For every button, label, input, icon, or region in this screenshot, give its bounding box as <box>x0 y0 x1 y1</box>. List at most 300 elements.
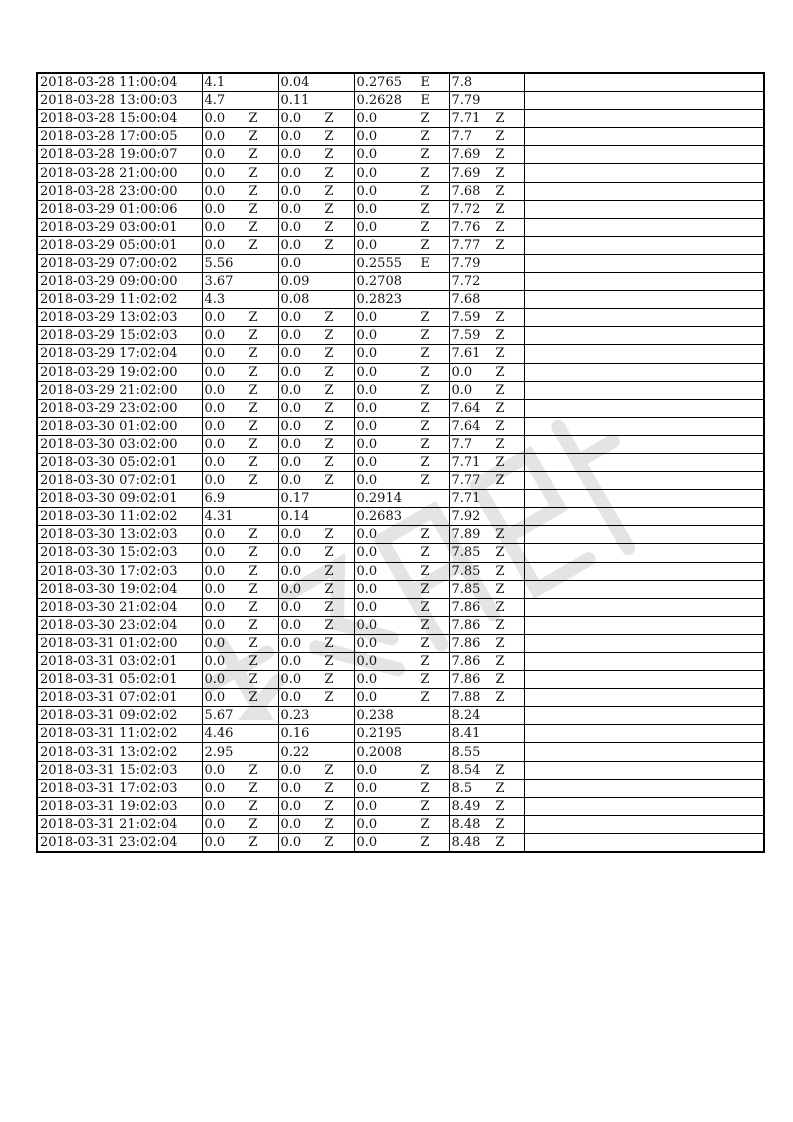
value-cell: 0.0 <box>280 255 302 271</box>
value-cell: 6.9 <box>204 491 226 507</box>
timestamp-cell: 2018-03-29 21:02:00 <box>40 382 178 398</box>
value-cell: 7.77 <box>451 473 481 489</box>
table-row <box>37 815 764 833</box>
value-cell: 0.09 <box>280 274 310 290</box>
value-cell: 7.76 <box>451 219 481 235</box>
value-cell: 0.0 <box>280 147 302 163</box>
flag-cell: Z <box>420 436 430 452</box>
value-cell: 7.59 <box>451 310 481 326</box>
empty-cell <box>524 707 764 725</box>
empty-cell <box>524 508 764 526</box>
value-cell: 0.16 <box>280 726 310 742</box>
flag-cell: Z <box>324 436 334 452</box>
flag-cell: Z <box>420 816 430 832</box>
value-cell: 0.0 <box>356 111 378 127</box>
value-cell: 0.0 <box>356 382 378 398</box>
flag-cell: Z <box>495 219 505 235</box>
value-cell: 0.0 <box>356 219 378 235</box>
empty-cell <box>524 345 764 363</box>
timestamp-cell: 2018-03-31 11:02:02 <box>40 726 178 742</box>
empty-cell <box>524 544 764 562</box>
value-cell: 0.0 <box>204 129 226 145</box>
flag-cell: Z <box>495 635 505 651</box>
timestamp-cell: 2018-03-29 13:02:03 <box>40 310 178 326</box>
table-row <box>37 92 764 110</box>
flag-cell: Z <box>248 690 258 706</box>
timestamp-cell: 2018-03-31 09:02:02 <box>40 708 178 724</box>
flag-cell: Z <box>248 455 258 471</box>
value-cell: 7.69 <box>451 147 481 163</box>
value-cell: 0.0 <box>280 527 302 543</box>
value-cell: 0.2765 <box>356 75 402 91</box>
value-cell: 0.0 <box>356 527 378 543</box>
flag-cell: Z <box>324 400 334 416</box>
flag-cell: Z <box>324 545 334 561</box>
flag-cell: Z <box>420 527 430 543</box>
value-cell: 0.2008 <box>356 744 402 760</box>
flag-cell: Z <box>248 436 258 452</box>
flag-cell: Z <box>324 690 334 706</box>
value-cell: 8.41 <box>451 726 481 742</box>
value-cell: 7.77 <box>451 237 481 253</box>
value-cell: 0.0 <box>280 834 302 850</box>
flag-cell: Z <box>248 473 258 489</box>
flag-cell: Z <box>495 654 505 670</box>
value-cell: 0.0 <box>280 237 302 253</box>
flag-cell: Z <box>324 165 334 181</box>
flag-cell: Z <box>324 364 334 380</box>
empty-cell <box>524 472 764 490</box>
value-cell: 7.92 <box>451 509 481 525</box>
table-row <box>37 200 764 218</box>
value-cell: 0.0 <box>204 834 226 850</box>
table-row <box>37 182 764 200</box>
flag-cell: Z <box>495 455 505 471</box>
table-row <box>37 634 764 652</box>
flag-cell: Z <box>324 654 334 670</box>
value-cell: 7.71 <box>451 455 481 471</box>
empty-cell <box>524 164 764 182</box>
flag-cell: Z <box>420 328 430 344</box>
flag-cell: Z <box>248 545 258 561</box>
value-cell: 0.0 <box>356 436 378 452</box>
table-row <box>37 526 764 544</box>
table-row <box>37 327 764 345</box>
empty-cell <box>524 218 764 236</box>
value-cell: 0.0 <box>280 129 302 145</box>
timestamp-cell: 2018-03-28 15:00:04 <box>40 111 178 127</box>
flag-cell: Z <box>495 545 505 561</box>
flag-cell: Z <box>324 346 334 362</box>
value-cell: 0.0 <box>204 635 226 651</box>
table-row <box>37 236 764 254</box>
value-cell: 0.0 <box>356 418 378 434</box>
value-cell: 0.0 <box>204 780 226 796</box>
flag-cell: Z <box>248 201 258 217</box>
flag-cell: Z <box>420 455 430 471</box>
timestamp-cell: 2018-03-29 19:02:00 <box>40 364 178 380</box>
flag-cell: E <box>420 75 430 91</box>
flag-cell: Z <box>495 527 505 543</box>
value-cell: 7.8 <box>451 75 473 91</box>
flag-cell: Z <box>420 111 430 127</box>
flag-cell: Z <box>324 129 334 145</box>
table-row <box>37 273 764 291</box>
flag-cell: Z <box>248 129 258 145</box>
value-cell: 8.5 <box>451 780 473 796</box>
flag-cell: Z <box>495 328 505 344</box>
timestamp-cell: 2018-03-29 07:00:02 <box>40 255 178 271</box>
empty-cell <box>524 815 764 833</box>
flag-cell: Z <box>420 346 430 362</box>
timestamp-cell: 2018-03-30 17:02:03 <box>40 563 178 579</box>
table-row <box>37 797 764 815</box>
value-cell: 0.0 <box>280 328 302 344</box>
empty-cell <box>524 363 764 381</box>
value-cell: 2.95 <box>204 744 234 760</box>
timestamp-cell: 2018-03-31 07:02:01 <box>40 690 178 706</box>
timestamp-cell: 2018-03-29 15:02:03 <box>40 328 178 344</box>
flag-cell: Z <box>324 382 334 398</box>
empty-cell <box>524 797 764 815</box>
timestamp-cell: 2018-03-29 09:00:00 <box>40 274 178 290</box>
table-row <box>37 345 764 363</box>
value-cell: 0.0 <box>356 237 378 253</box>
empty-cell <box>524 761 764 779</box>
timestamp-cell: 2018-03-30 07:02:01 <box>40 473 178 489</box>
data-table <box>36 72 765 853</box>
value-cell: 0.0 <box>356 400 378 416</box>
empty-cell <box>524 490 764 508</box>
table-row <box>37 689 764 707</box>
empty-cell <box>524 73 764 92</box>
flag-cell: Z <box>324 418 334 434</box>
value-cell: 8.48 <box>451 834 481 850</box>
flag-cell: Z <box>420 563 430 579</box>
value-cell: 7.7 <box>451 129 473 145</box>
table-row <box>37 363 764 381</box>
table-row <box>37 833 764 852</box>
table-row <box>37 381 764 399</box>
value-cell: 0.0 <box>280 364 302 380</box>
empty-cell <box>524 273 764 291</box>
value-cell: 0.0 <box>280 382 302 398</box>
value-cell: 0.0 <box>204 816 226 832</box>
flag-cell: Z <box>495 346 505 362</box>
flag-cell: Z <box>248 400 258 416</box>
value-cell: 0.0 <box>356 310 378 326</box>
value-cell: 0.0 <box>280 617 302 633</box>
timestamp-cell: 2018-03-31 23:02:04 <box>40 834 178 850</box>
flag-cell: Z <box>495 400 505 416</box>
flag-cell: Z <box>495 382 505 398</box>
value-cell: 0.0 <box>204 328 226 344</box>
flag-cell: Z <box>495 672 505 688</box>
timestamp-cell: 2018-03-31 21:02:04 <box>40 816 178 832</box>
timestamp-cell: 2018-03-28 13:00:03 <box>40 93 178 109</box>
value-cell: 4.7 <box>204 93 226 109</box>
value-cell: 0.0 <box>280 563 302 579</box>
timestamp-cell: 2018-03-31 01:02:00 <box>40 635 178 651</box>
value-cell: 0.0 <box>280 455 302 471</box>
value-cell: 7.71 <box>451 491 481 507</box>
timestamp-cell: 2018-03-30 05:02:01 <box>40 455 178 471</box>
table-row <box>37 128 764 146</box>
value-cell: 0.0 <box>204 201 226 217</box>
value-cell: 4.46 <box>204 726 234 742</box>
value-cell: 0.0 <box>451 382 473 398</box>
value-cell: 0.2628 <box>356 93 402 109</box>
value-cell: 0.04 <box>280 75 310 91</box>
flag-cell: Z <box>420 310 430 326</box>
value-cell: 0.0 <box>204 762 226 778</box>
timestamp-cell: 2018-03-29 17:02:04 <box>40 346 178 362</box>
value-cell: 0.0 <box>204 382 226 398</box>
table-row <box>37 73 764 92</box>
flag-cell: Z <box>420 382 430 398</box>
value-cell: 7.7 <box>451 436 473 452</box>
value-cell: 0.0 <box>280 635 302 651</box>
value-cell: 7.59 <box>451 328 481 344</box>
flag-cell: Z <box>420 762 430 778</box>
value-cell: 0.0 <box>280 581 302 597</box>
table-row <box>37 399 764 417</box>
flag-cell: Z <box>324 780 334 796</box>
value-cell: 0.0 <box>204 418 226 434</box>
flag-cell: Z <box>248 418 258 434</box>
flag-cell: Z <box>495 147 505 163</box>
value-cell: 0.0 <box>356 364 378 380</box>
flag-cell: Z <box>495 183 505 199</box>
value-cell: 0.0 <box>204 599 226 615</box>
value-cell: 0.0 <box>204 581 226 597</box>
value-cell: 0.23 <box>280 708 310 724</box>
empty-cell <box>524 580 764 598</box>
flag-cell: Z <box>495 473 505 489</box>
table-row <box>37 291 764 309</box>
value-cell: 0.0 <box>356 455 378 471</box>
flag-cell: Z <box>495 798 505 814</box>
value-cell: 7.86 <box>451 672 481 688</box>
value-cell: 0.0 <box>204 400 226 416</box>
flag-cell: Z <box>248 237 258 253</box>
flag-cell: Z <box>420 635 430 651</box>
timestamp-cell: 2018-03-30 15:02:03 <box>40 545 178 561</box>
value-cell: 0.0 <box>280 201 302 217</box>
flag-cell: Z <box>324 816 334 832</box>
table-row <box>37 779 764 797</box>
value-cell: 7.86 <box>451 635 481 651</box>
flag-cell: Z <box>248 165 258 181</box>
empty-cell <box>524 399 764 417</box>
flag-cell: Z <box>495 111 505 127</box>
value-cell: 0.0 <box>356 183 378 199</box>
empty-cell <box>524 653 764 671</box>
flag-cell: Z <box>248 816 258 832</box>
value-cell: 0.0 <box>356 672 378 688</box>
flag-cell: Z <box>495 617 505 633</box>
table-row <box>37 562 764 580</box>
timestamp-cell: 2018-03-31 03:02:01 <box>40 654 178 670</box>
flag-cell: Z <box>248 654 258 670</box>
value-cell: 7.86 <box>451 617 481 633</box>
value-cell: 0.11 <box>280 93 310 109</box>
table-row <box>37 725 764 743</box>
flag-cell: Z <box>324 834 334 850</box>
flag-cell: Z <box>495 129 505 145</box>
value-cell: 0.2195 <box>356 726 402 742</box>
flag-cell: Z <box>495 436 505 452</box>
empty-cell <box>524 671 764 689</box>
flag-cell: Z <box>495 581 505 597</box>
flag-cell: Z <box>420 165 430 181</box>
empty-cell <box>524 182 764 200</box>
table-body <box>37 73 764 852</box>
value-cell: 0.0 <box>280 183 302 199</box>
value-cell: 0.17 <box>280 491 310 507</box>
flag-cell: Z <box>420 617 430 633</box>
value-cell: 0.0 <box>280 473 302 489</box>
value-cell: 0.0 <box>204 165 226 181</box>
value-cell: 0.0 <box>356 834 378 850</box>
flag-cell: Z <box>420 400 430 416</box>
empty-cell <box>524 327 764 345</box>
value-cell: 8.55 <box>451 744 481 760</box>
value-cell: 8.54 <box>451 762 481 778</box>
value-cell: 5.56 <box>204 255 234 271</box>
empty-cell <box>524 779 764 797</box>
value-cell: 0.0 <box>356 545 378 561</box>
value-cell: 0.0 <box>356 473 378 489</box>
value-cell: 7.61 <box>451 346 481 362</box>
flag-cell: Z <box>248 617 258 633</box>
empty-cell <box>524 254 764 272</box>
value-cell: 0.0 <box>204 617 226 633</box>
flag-cell: Z <box>420 654 430 670</box>
flag-cell: Z <box>420 129 430 145</box>
flag-cell: Z <box>420 183 430 199</box>
value-cell: 0.0 <box>280 780 302 796</box>
empty-cell <box>524 435 764 453</box>
flag-cell: Z <box>495 780 505 796</box>
flag-cell: Z <box>420 690 430 706</box>
flag-cell: Z <box>495 834 505 850</box>
timestamp-cell: 2018-03-30 21:02:04 <box>40 599 178 615</box>
value-cell: 0.0 <box>204 219 226 235</box>
flag-cell: Z <box>324 310 334 326</box>
value-cell: 0.0 <box>356 165 378 181</box>
value-cell: 0.0 <box>204 147 226 163</box>
timestamp-cell: 2018-03-28 23:00:00 <box>40 183 178 199</box>
flag-cell: Z <box>324 201 334 217</box>
value-cell: 7.72 <box>451 201 481 217</box>
value-cell: 0.0 <box>204 183 226 199</box>
timestamp-cell: 2018-03-30 23:02:04 <box>40 617 178 633</box>
value-cell: 0.0 <box>204 346 226 362</box>
flag-cell: Z <box>324 455 334 471</box>
timestamp-cell: 2018-03-28 11:00:04 <box>40 75 178 91</box>
timestamp-cell: 2018-03-31 15:02:03 <box>40 762 178 778</box>
flag-cell: Z <box>248 672 258 688</box>
flag-cell: Z <box>248 310 258 326</box>
value-cell: 4.31 <box>204 509 234 525</box>
value-cell: 0.0 <box>204 111 226 127</box>
flag-cell: Z <box>248 147 258 163</box>
value-cell: 0.0 <box>356 780 378 796</box>
value-cell: 0.0 <box>356 798 378 814</box>
empty-cell <box>524 381 764 399</box>
flag-cell: Z <box>248 762 258 778</box>
value-cell: 7.86 <box>451 599 481 615</box>
timestamp-cell: 2018-03-31 13:02:02 <box>40 744 178 760</box>
flag-cell: Z <box>495 310 505 326</box>
value-cell: 0.0 <box>204 563 226 579</box>
empty-cell <box>524 92 764 110</box>
value-cell: 0.0 <box>204 364 226 380</box>
table-row <box>37 417 764 435</box>
timestamp-cell: 2018-03-28 21:00:00 <box>40 165 178 181</box>
flag-cell: Z <box>420 473 430 489</box>
flag-cell: Z <box>324 237 334 253</box>
timestamp-cell: 2018-03-31 19:02:03 <box>40 798 178 814</box>
value-cell: 0.0 <box>280 672 302 688</box>
table-row <box>37 508 764 526</box>
empty-cell <box>524 743 764 761</box>
flag-cell: E <box>420 255 430 271</box>
value-cell: 7.88 <box>451 690 481 706</box>
flag-cell: Z <box>495 563 505 579</box>
value-cell: 8.48 <box>451 816 481 832</box>
value-cell: 0.0 <box>280 346 302 362</box>
empty-cell <box>524 146 764 164</box>
flag-cell: Z <box>248 834 258 850</box>
value-cell: 0.0 <box>204 237 226 253</box>
flag-cell: Z <box>420 201 430 217</box>
value-cell: 0.0 <box>280 400 302 416</box>
empty-cell <box>524 110 764 128</box>
value-cell: 0.08 <box>280 292 310 308</box>
flag-cell: Z <box>248 382 258 398</box>
value-cell: 7.79 <box>451 93 481 109</box>
value-cell: 0.0 <box>356 563 378 579</box>
value-cell: 0.14 <box>280 509 310 525</box>
table-row <box>37 671 764 689</box>
flag-cell: Z <box>248 111 258 127</box>
timestamp-cell: 2018-03-30 13:02:03 <box>40 527 178 543</box>
timestamp-cell: 2018-03-30 19:02:04 <box>40 581 178 597</box>
timestamp-cell: 2018-03-28 19:00:07 <box>40 147 178 163</box>
flag-cell: Z <box>324 635 334 651</box>
table-row <box>37 472 764 490</box>
value-cell: 0.0 <box>280 310 302 326</box>
flag-cell: Z <box>420 672 430 688</box>
value-cell: 0.0 <box>356 816 378 832</box>
flag-cell: E <box>420 93 430 109</box>
flag-cell: Z <box>248 527 258 543</box>
value-cell: 0.0 <box>204 455 226 471</box>
flag-cell: Z <box>495 762 505 778</box>
timestamp-cell: 2018-03-30 11:02:02 <box>40 509 178 525</box>
table-row <box>37 761 764 779</box>
table-row <box>37 544 764 562</box>
value-cell: 0.0 <box>204 310 226 326</box>
table-row <box>37 146 764 164</box>
value-cell: 7.85 <box>451 563 481 579</box>
flag-cell: Z <box>248 219 258 235</box>
value-cell: 0.0 <box>356 599 378 615</box>
value-cell: 0.0 <box>280 165 302 181</box>
flag-cell: Z <box>420 418 430 434</box>
